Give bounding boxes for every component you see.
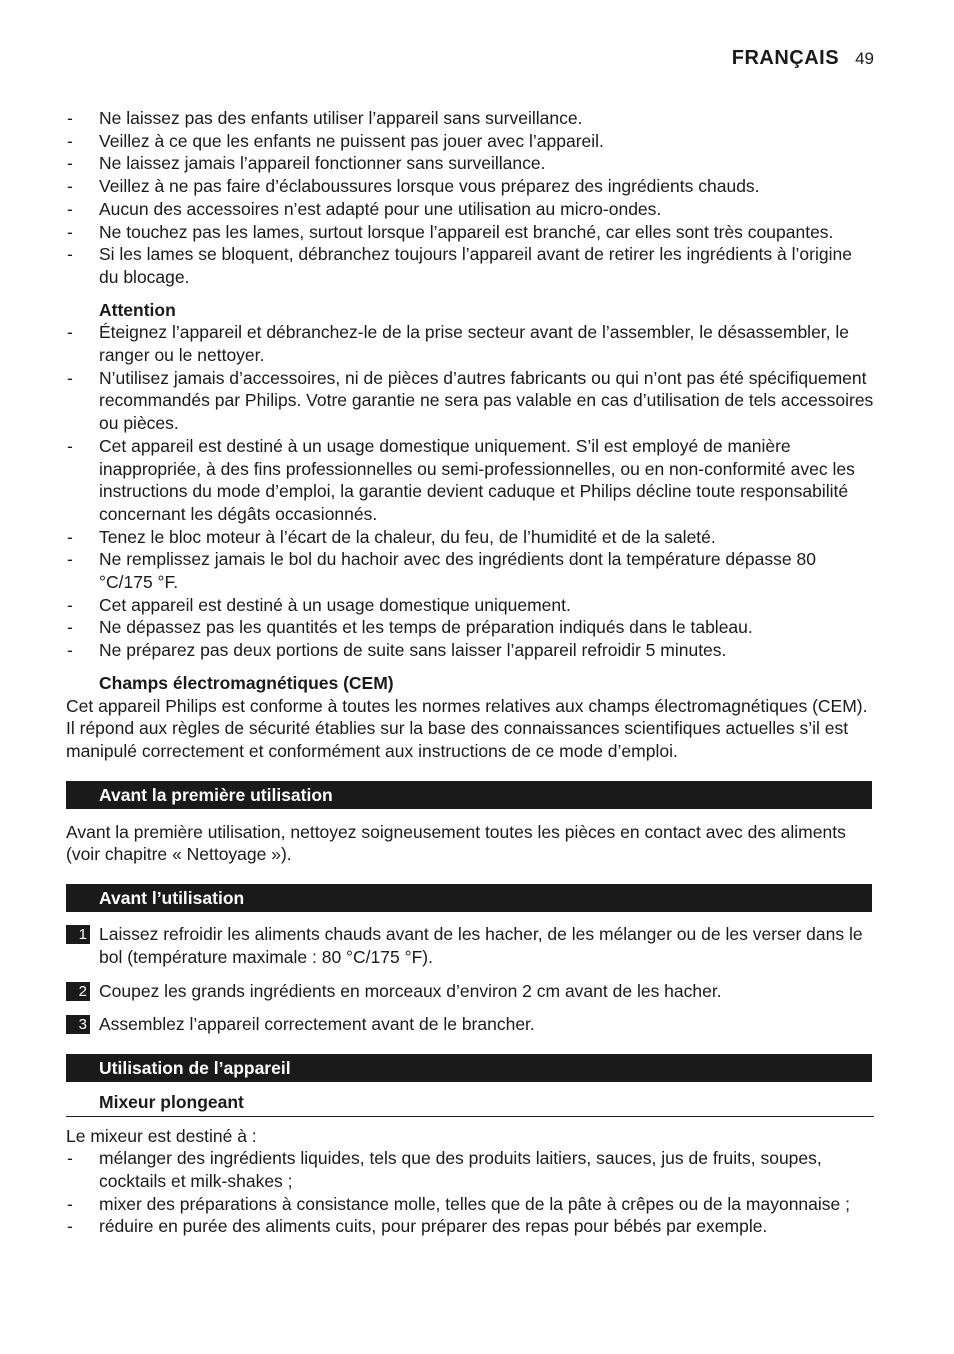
list-item: - Ne dépassez pas les quantités et les temps de préparation indiqués dans le tableau. xyxy=(66,616,874,639)
list-item: - réduire en purée des aliments cuits, pour préparer des repas pour bébés par exemple. xyxy=(66,1215,874,1238)
list-item: - Si les lames se bloquent, débranchez toujours l’appareil avant de retirer les ingrédients à l’origine du blocage. xyxy=(66,243,874,288)
page-header xyxy=(732,47,874,70)
list-item: - Ne remplissez jamais le bol du hachoir avec des ingrédients dont la température dépasse 80 °C/175 °F. xyxy=(66,548,874,593)
page-number: 49 xyxy=(855,49,874,68)
before-first-use-paragraph: Avant la première utilisation, nettoyez soigneusement toutes les pièces en contact avec des aliments (voir chapitre « Nettoyage »). xyxy=(66,821,846,865)
language-label: FRANÇAIS xyxy=(731,47,840,69)
step-item xyxy=(66,923,874,968)
step-item xyxy=(66,980,874,1003)
list-item: - Ne laissez pas des enfants utiliser l’appareil sans surveillance. xyxy=(66,107,874,130)
step-text: Assemblez l’appareil correctement avant de le brancher. xyxy=(99,1014,535,1035)
step-number: 2 xyxy=(66,982,90,1001)
list-item: - mixer des préparations à consistance molle, telles que de la pâte à crêpes ou de la mayonnaise ; xyxy=(66,1193,874,1216)
section-title-using-appliance: Utilisation de l’appareil xyxy=(66,1054,872,1082)
step-text: Laissez refroidir les aliments chauds avant de les hacher, de les mélanger ou de les verser dans le bol (température maximale : 80 °C/175 °F). xyxy=(99,924,863,967)
attention-list xyxy=(66,321,874,662)
list-item: - Tenez le bloc moteur à l’écart de la chaleur, du feu, de l’humidité et de la saleté. xyxy=(66,526,874,549)
list-item: - Veillez à ce que les enfants ne puissent pas jouer avec l’appareil. xyxy=(66,130,874,153)
blender-intro: Le mixeur est destiné à : xyxy=(66,1125,257,1146)
list-item: - Éteignez l’appareil et débranchez-le de la prise secteur avant de l’assembler, le désassembler, le ranger ou le nettoyer. xyxy=(66,321,874,366)
emf-paragraph: Cet appareil Philips est conforme à toutes les normes relatives aux champs électromagnétiques (CEM). Il répond aux règles de sécurité établies sur la base des connaissances scientifiques actuelles s’il est manipulé correctement et conformément aux instructions de ce mode d’emploi. xyxy=(66,695,868,761)
list-item: - N’utilisez jamais d’accessoires, ni de pièces d’autres fabricants ou qui n’ont pas été spécifiquement recommandés par Philips. Votre garantie ne sera pas valable en cas d’utilisation de tels accessoires ou pièces. xyxy=(66,367,874,435)
attention-heading: Attention xyxy=(99,299,176,320)
step-text: Coupez les grands ingrédients en morceaux d’environ 2 cm avant de les hacher. xyxy=(99,980,722,1001)
step-number: 1 xyxy=(66,925,90,944)
step-item xyxy=(66,1013,874,1036)
subsection-title-hand-blender: Mixeur plongeant xyxy=(66,1091,874,1117)
step-number: 3 xyxy=(66,1015,90,1034)
section-title-before-first-use: Avant la première utilisation xyxy=(66,781,872,809)
list-item: - Ne touchez pas les lames, surtout lorsque l’appareil est branché, car elles sont très coupantes. xyxy=(66,221,874,244)
blender-uses-list xyxy=(66,1147,874,1238)
list-item: - Veillez à ne pas faire d’éclaboussures lorsque vous préparez des ingrédients chauds. xyxy=(66,175,874,198)
before-use-steps xyxy=(66,923,874,1036)
list-item: - mélanger des ingrédients liquides, tels que des produits laitiers, sauces, jus de fruits, soupes, cocktails et milk-shakes ; xyxy=(66,1147,874,1192)
list-item: - Aucun des accessoires n’est adapté pour une utilisation au micro-ondes. xyxy=(66,198,874,221)
list-item: - Cet appareil est destiné à un usage domestique uniquement. xyxy=(66,594,874,617)
section-title-before-use: Avant l’utilisation xyxy=(66,884,872,912)
list-item: - Cet appareil est destiné à un usage domestique uniquement. S’il est employé de manière inappropriée, à des fins professionnelles ou semi-professionnelles, ou en non-conformité avec les instructions du mode d’emploi, la garantie devient caduque et Philips décline toute responsabilité concernant les dégâts occasionnés. xyxy=(66,435,874,526)
list-item: - Ne préparez pas deux portions de suite sans laisser l’appareil refroidir 5 minutes. xyxy=(66,639,874,662)
warnings-list xyxy=(66,107,874,289)
emf-heading: Champs électromagnétiques (CEM) xyxy=(99,672,394,693)
page-content xyxy=(66,107,874,1238)
list-item: - Ne laissez jamais l’appareil fonctionner sans surveillance. xyxy=(66,152,874,175)
